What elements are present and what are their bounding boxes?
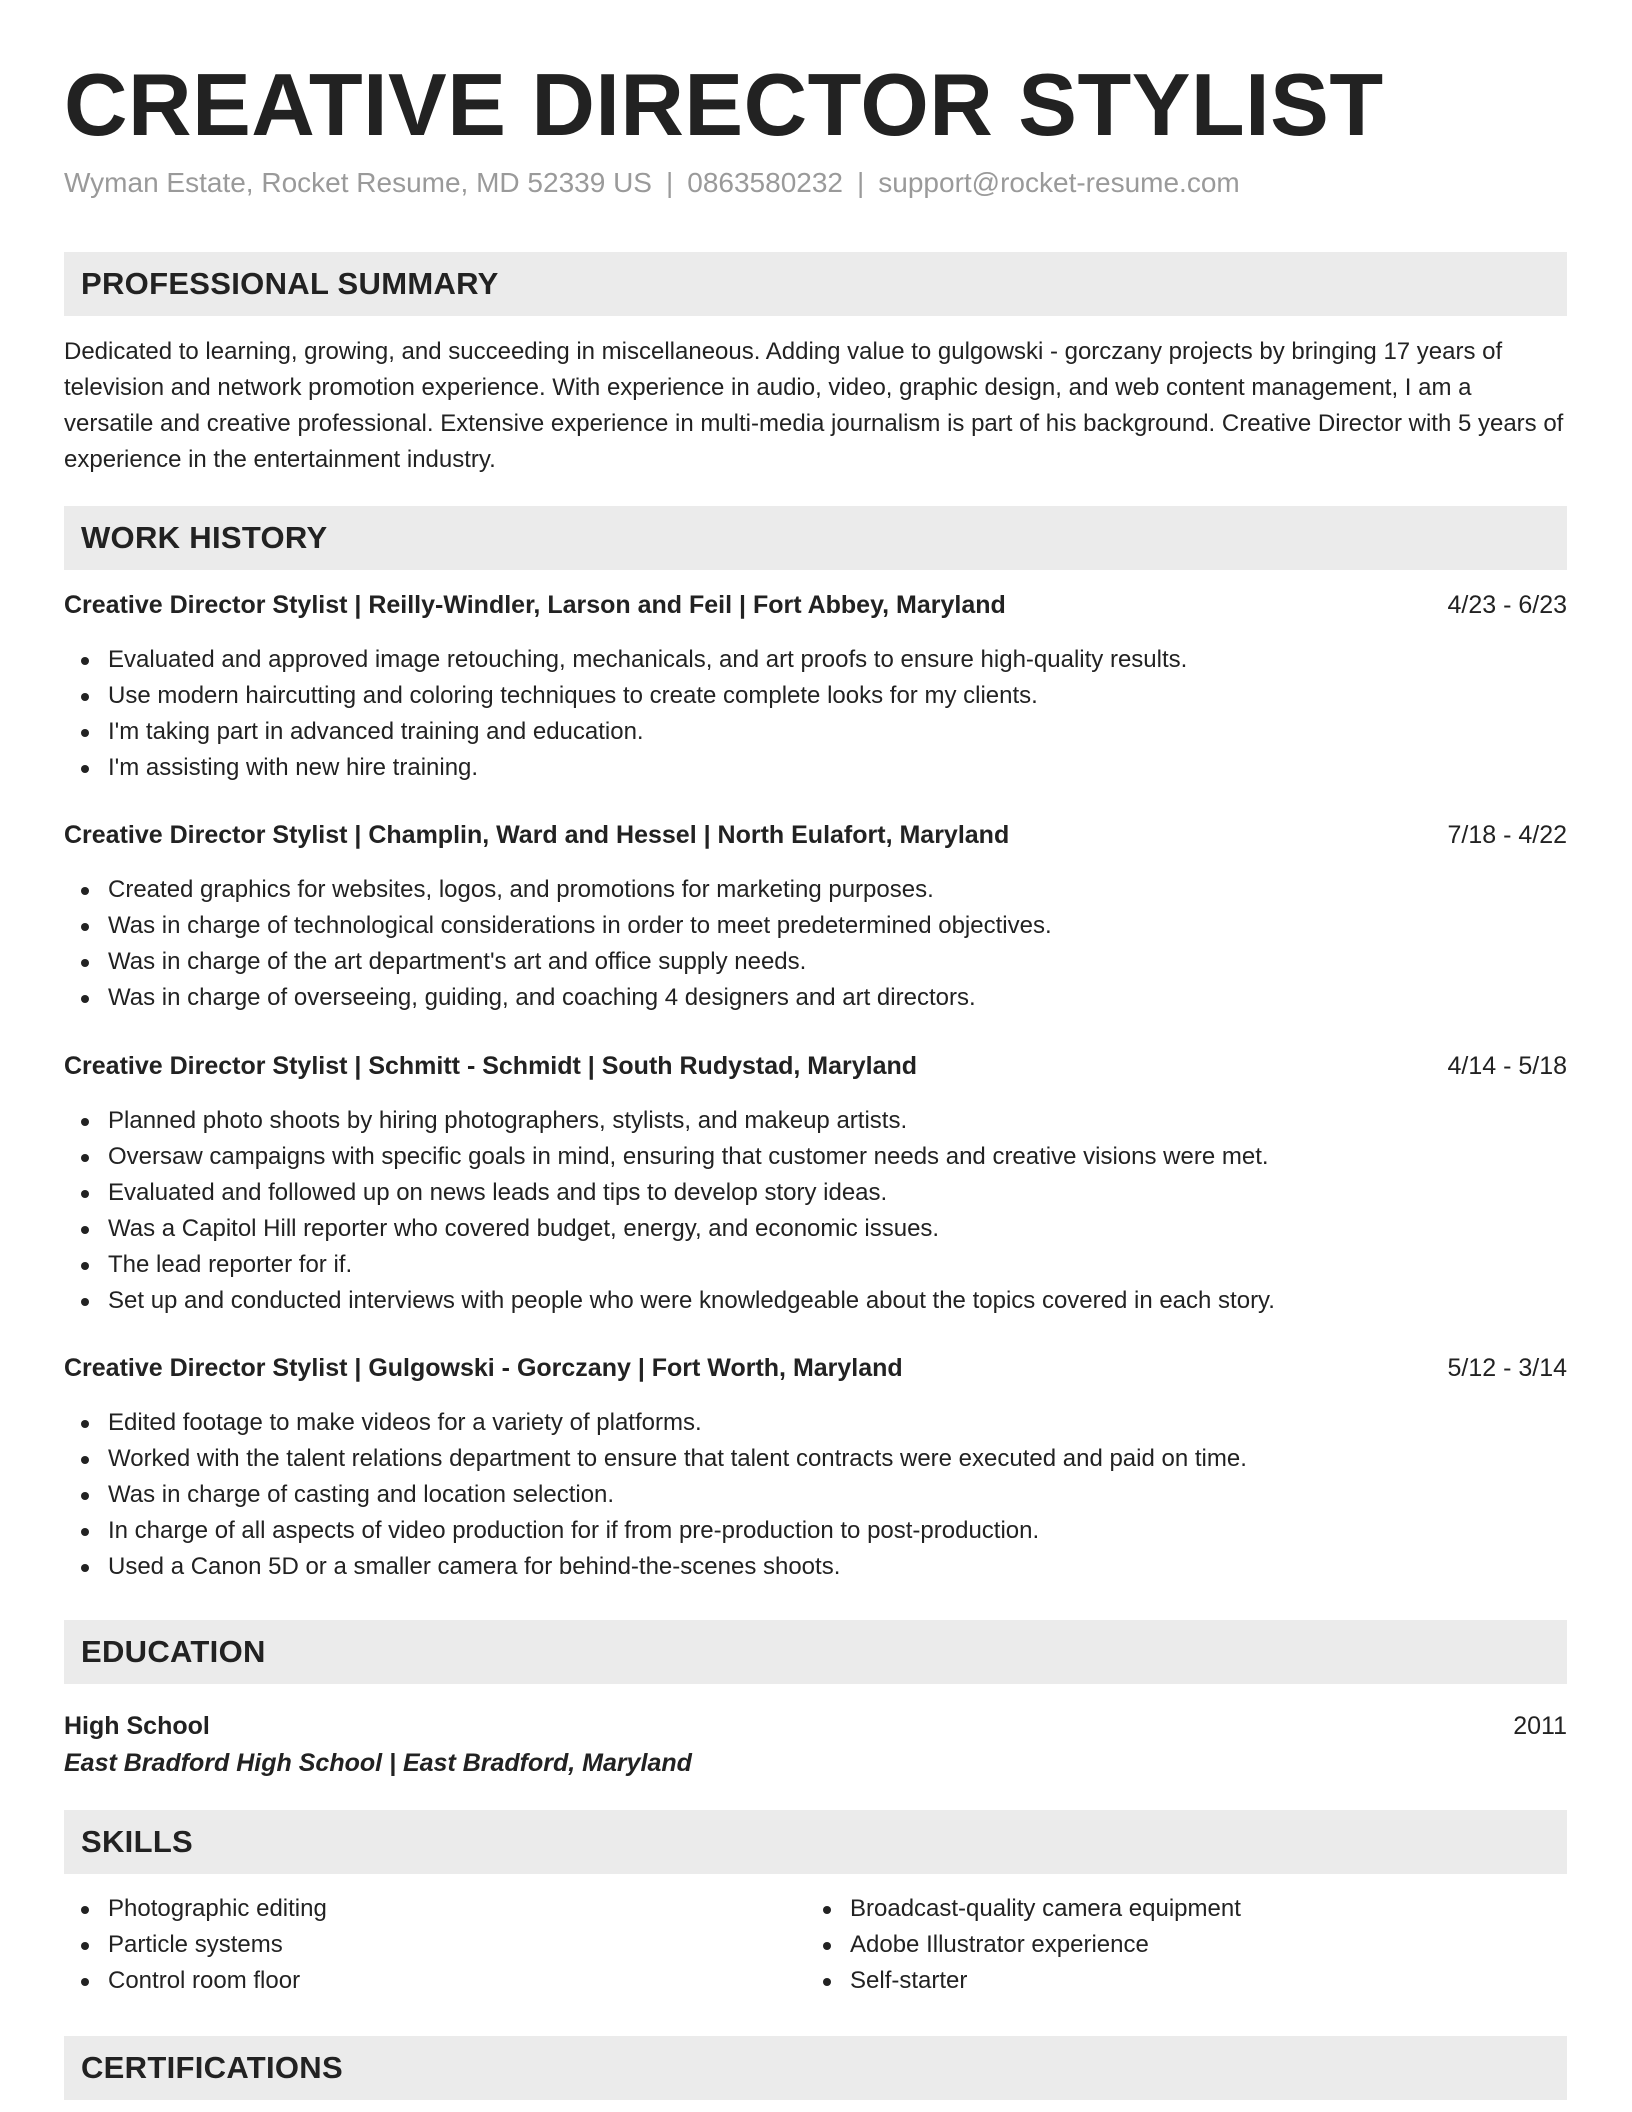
skills-list-right [806,1891,1566,1999]
list-item: Self-starter [806,1963,1566,1999]
job-dates: 7/18 - 4/22 [1447,821,1567,849]
candidate-name: CREATIVE DIRECTOR STYLIST [64,55,1384,154]
job-dates: 5/12 - 3/14 [1447,1354,1567,1382]
job-header [64,1350,1567,1386]
job-title: Creative Director Stylist | Schmitt - Schmidt | South Rudystad, Maryland [64,1052,918,1080]
list-item: Edited footage to make videos for a variety of platforms. [64,1405,1567,1441]
phone: 0863580232 [687,167,843,198]
list-item: Was in charge of technological considerations in order to meet predetermined objectives. [64,908,1567,944]
section-title: SKILLS [81,1824,194,1859]
list-item: I'm taking part in advanced training and education. [64,714,1567,750]
education-degree: High School [64,1712,210,1740]
job-title: Creative Director Stylist | Reilly-Windler, Larson and Feil | Fort Abbey, Maryland [64,591,1006,619]
separator: | [665,167,674,198]
job-title: Creative Director Stylist | Gulgowski - Gorczany | Fort Worth, Maryland [64,1354,903,1382]
job-header [64,1048,1567,1084]
list-item: Adobe Illustrator experience [806,1927,1566,1963]
list-item: Set up and conducted interviews with people who were knowledgeable about the topics covered in each story. [64,1283,1567,1319]
job-bullets [64,872,1567,1016]
job-header [64,817,1567,853]
list-item: Photographic editing [64,1891,764,1927]
job-dates: 4/23 - 6/23 [1447,591,1567,619]
separator: | [857,167,865,198]
contact-line [64,163,1240,203]
list-item: Oversaw campaigns with specific goals in mind, ensuring that customer needs and creative visions were met. [64,1139,1567,1175]
section-title: WORK HISTORY [81,520,328,555]
list-item: Use modern haircutting and coloring techniques to create complete looks for my clients. [64,678,1567,714]
section-header-summary [64,252,1567,316]
list-item: The lead reporter for if. [64,1247,1567,1283]
job-bullets [64,642,1567,786]
section-header-skills [64,1810,1567,1874]
section-header-certifications [64,2036,1567,2100]
list-item: Was in charge of casting and location selection. [64,1477,1567,1513]
list-item: Broadcast-quality camera equipment [806,1891,1566,1927]
education-school: East Bradford High School | East Bradford, Maryland [64,1749,692,1777]
list-item: Was in charge of the art department's art and office supply needs. [64,944,1567,980]
list-item: Planned photo shoots by hiring photographers, stylists, and makeup artists. [64,1103,1567,1139]
summary-text: Dedicated to learning, growing, and succeeding in miscellaneous. Adding value to gulgowski - gorczany projects by bringing 17 years of television and network promotion experience. With experience in audio, video, graphic design, and web content management, I am a versatile and creative professional. Extensive experience in multi-media journalism is part of his background. Creative Director with 5 years of experience in the entertainment industry. [64,338,1564,473]
list-item: Was a Capitol Hill reporter who covered budget, energy, and economic issues. [64,1211,1567,1247]
job-bullets [64,1405,1567,1585]
education-year: 2011 [1513,1712,1567,1740]
section-header-work-history [64,506,1567,570]
list-item: Particle systems [64,1927,764,1963]
section-title: PROFESSIONAL SUMMARY [81,266,499,301]
section-title: EDUCATION [81,1634,266,1669]
list-item: Control room floor [64,1963,764,1999]
list-item: Created graphics for websites, logos, and promotions for marketing purposes. [64,872,1567,908]
list-item: Evaluated and approved image retouching, mechanicals, and art proofs to ensure high-quality results. [64,642,1567,678]
job-bullets [64,1103,1567,1319]
list-item: In charge of all aspects of video production for if from pre-production to post-production. [64,1513,1567,1549]
job-title: Creative Director Stylist | Champlin, Ward and Hessel | North Eulafort, Maryland [64,821,1010,849]
list-item: Used a Canon 5D or a smaller camera for behind-the-scenes shoots. [64,1549,1567,1585]
section-title: CERTIFICATIONS [81,2050,343,2085]
list-item: I'm assisting with new hire training. [64,750,1567,786]
address: Wyman Estate, Rocket Resume, MD 52339 US [64,167,652,198]
job-dates: 4/14 - 5/18 [1447,1052,1567,1080]
email: support@rocket-resume.com [878,167,1240,198]
skills-list-left [64,1891,764,1999]
list-item: Worked with the talent relations department to ensure that talent contracts were executed and paid on time. [64,1441,1567,1477]
list-item: Evaluated and followed up on news leads and tips to develop story ideas. [64,1175,1567,1211]
section-header-education [64,1620,1567,1684]
job-header [64,587,1567,623]
list-item: Was in charge of overseeing, guiding, and coaching 4 designers and art directors. [64,980,1567,1016]
